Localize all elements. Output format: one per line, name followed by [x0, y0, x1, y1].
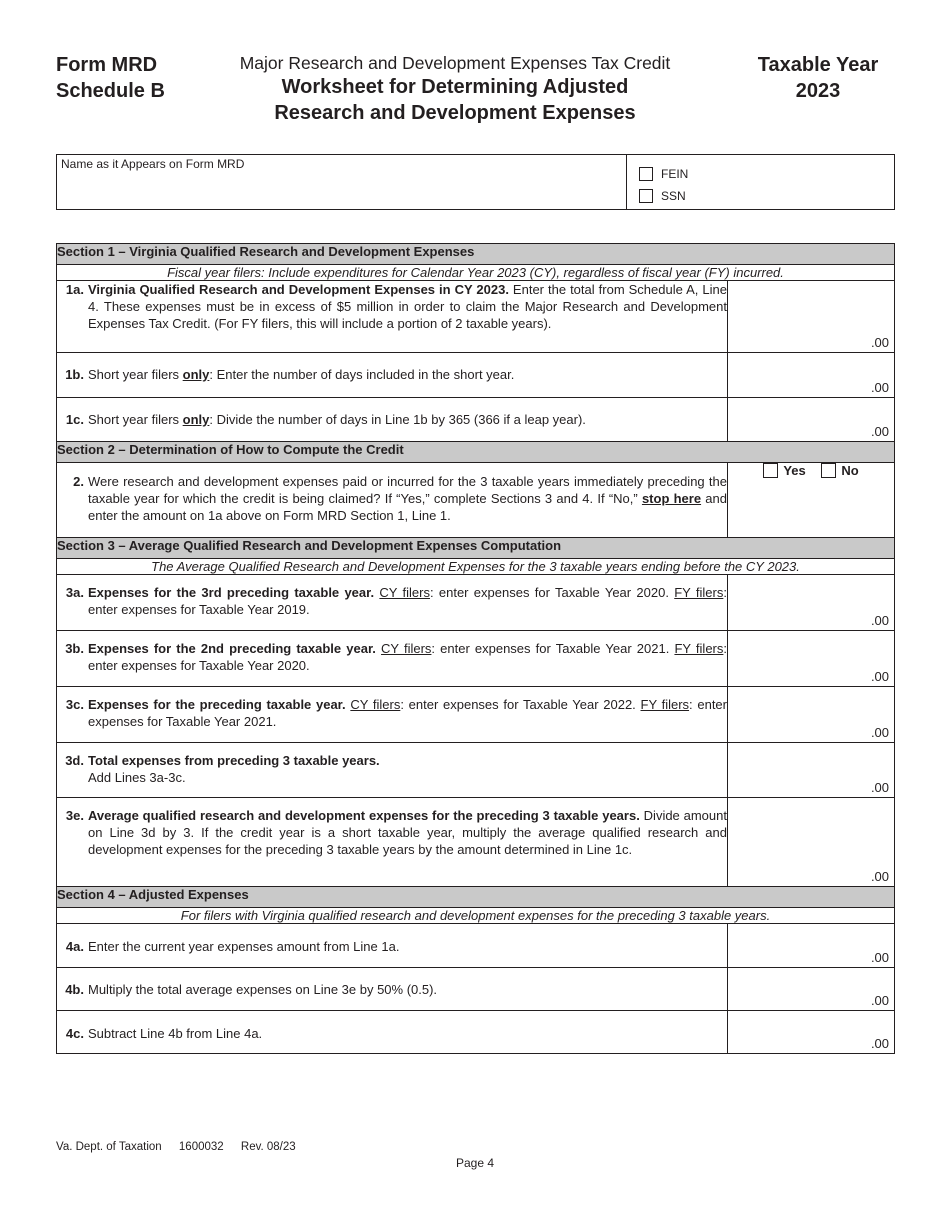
- line-4c-text: Subtract Line 4b from Line 4a.: [88, 1026, 263, 1041]
- line-3b-heading: Expenses for the 2nd preceding taxable year.: [88, 641, 376, 656]
- line-1a-text: Enter the total from Schedule A, Line 4. These expenses must be in excess of $5 million in order to claim the Major Research and Development Expenses Tax Credit. (For FY filers, this will include a portion of 2 taxable years).: [88, 282, 727, 331]
- line-3e-heading: Average qualified research and development expenses for the preceding 3 taxable years.: [88, 808, 640, 823]
- line-1a-amount-field[interactable]: [728, 281, 895, 353]
- line-4a: [57, 924, 728, 968]
- line-3a-fy-label: FY filers: [674, 585, 724, 600]
- form-subtitle: Major Research and Development Expenses Tax Credit: [239, 53, 671, 73]
- line-3a-number: 3a.: [65, 585, 84, 600]
- line-3d-text: Add Lines 3a-3c.: [88, 770, 186, 785]
- line-4c-amount-field[interactable]: [728, 1011, 895, 1054]
- line-3a: [57, 575, 728, 631]
- name-label: Name as it Appears on Form MRD: [61, 157, 245, 171]
- line-3c-heading: Expenses for the preceding taxable year.: [88, 697, 346, 712]
- line-3b-amount-field[interactable]: [728, 631, 895, 687]
- line-4c: [57, 1011, 728, 1054]
- line-3c-fy-text: : enter expenses for Taxable Year 2021.: [88, 697, 727, 729]
- footer-revision: Rev. 08/23: [240, 1141, 296, 1153]
- no-checkbox[interactable]: [821, 463, 836, 478]
- line-1c-emphasis: only: [182, 412, 210, 427]
- line-3e-number: 3e.: [65, 808, 84, 823]
- form-name: Form MRD: [56, 54, 158, 76]
- line-1b-text-post: : Enter the number of days included in the short year.: [209, 367, 515, 382]
- line-3c-cy-label: CY filers: [350, 697, 401, 712]
- fein-option[interactable]: [639, 163, 894, 185]
- section3-title: Section 3 – Average Qualified Research and Development Expenses Computation: [57, 538, 895, 559]
- fein-checkbox[interactable]: [639, 167, 653, 181]
- footer-dept: Va. Dept. of Taxation: [56, 1141, 162, 1153]
- line-3e-text: Divide amount on Line 3d by 3. If the credit year is a short taxable year, multiply the average qualified research and development expenses for the preceding 3 taxable years by the amount determined in Line 1c.: [88, 808, 727, 857]
- line-1c-text-pre: Short year filers: [88, 412, 183, 427]
- form-title-line2: Research and Development Expenses: [274, 102, 636, 124]
- line-4b-number: 4b.: [65, 982, 84, 997]
- line-1b-text-pre: Short year filers: [88, 367, 183, 382]
- section3-note: The Average Qualified Research and Development Expenses for the 3 taxable years ending before the CY 2023.: [57, 559, 895, 575]
- line-3d-cents: .00: [870, 780, 890, 795]
- form-title-block: [210, 52, 700, 126]
- taxable-year-label: Taxable Year: [757, 54, 879, 76]
- line-3c-cents: .00: [870, 725, 890, 740]
- line-1c-cents: .00: [870, 424, 890, 439]
- line-4a-amount-field[interactable]: [728, 924, 895, 968]
- section4-title: Section 4 – Adjusted Expenses: [57, 887, 895, 908]
- section1-note: Fiscal year filers: Include expenditures for Calendar Year 2023 (CY), regardless of fiscal year (FY) incurred.: [57, 265, 895, 281]
- no-label: No: [841, 463, 859, 478]
- line-3a-fy-text: : enter expenses for Taxable Year 2019.: [88, 585, 727, 617]
- line-3d: [57, 743, 728, 798]
- line-1a-number: 1a.: [65, 282, 84, 297]
- line-1c-number: 1c.: [65, 412, 84, 427]
- line-4c-number: 4c.: [65, 1026, 84, 1041]
- line-3b: [57, 631, 728, 687]
- schedule-name: Schedule B: [56, 80, 165, 102]
- line-3e-amount-field[interactable]: [728, 798, 895, 887]
- line-4b: [57, 968, 728, 1011]
- ssn-label: SSN: [661, 189, 686, 203]
- line-3d-heading: Total expenses from preceding 3 taxable years.: [88, 753, 380, 768]
- line-1b-cents: .00: [870, 380, 890, 395]
- line-3a-heading: Expenses for the 3rd preceding taxable year.: [88, 585, 375, 600]
- line-2-number: 2.: [73, 474, 84, 489]
- worksheet-table: [56, 243, 895, 1054]
- line-3d-amount-field[interactable]: [728, 743, 895, 798]
- yes-option[interactable]: [763, 463, 805, 478]
- line-1c: [57, 398, 728, 442]
- line-3b-fy-text: : enter expenses for Taxable Year 2020.: [88, 641, 728, 673]
- line-1c-text-post: : Divide the number of days in Line 1b by 365 (366 if a leap year).: [209, 412, 586, 427]
- line-3c-number: 3c.: [65, 697, 84, 712]
- line-3b-cy-label: CY filers: [381, 641, 432, 656]
- line-2: [57, 463, 728, 538]
- line-4a-cents: .00: [870, 950, 890, 965]
- line-1b-number: 1b.: [65, 367, 84, 382]
- line-3b-cents: .00: [870, 669, 890, 684]
- fein-label: FEIN: [661, 167, 689, 181]
- ssn-checkbox[interactable]: [639, 189, 653, 203]
- line-1a: [57, 281, 728, 353]
- line-4b-text: Multiply the total average expenses on Line 3e by 50% (0.5).: [88, 982, 438, 997]
- no-option[interactable]: [821, 463, 858, 478]
- line-3e-cents: .00: [870, 869, 890, 884]
- yes-label: Yes: [783, 463, 806, 478]
- line-2-emphasis: stop here: [641, 491, 702, 506]
- line-1b: [57, 353, 728, 398]
- line-2-answer: [728, 463, 895, 538]
- line-3c: [57, 687, 728, 743]
- section1-title: Section 1 – Virginia Qualified Research and Development Expenses: [57, 244, 895, 265]
- page-number: Page 4: [455, 1156, 495, 1170]
- line-2-text-post: and enter the amount on 1a above on Form MRD Section 1, Line 1.: [88, 491, 727, 523]
- footer: [56, 1141, 310, 1153]
- ssn-option[interactable]: [639, 185, 894, 207]
- line-3c-cy-text: : enter expenses for Taxable Year 2022.: [400, 697, 636, 712]
- line-4a-text: Enter the current year expenses amount from Line 1a.: [88, 939, 400, 954]
- line-1a-cents: .00: [870, 335, 890, 350]
- line-3c-fy-label: FY filers: [640, 697, 690, 712]
- line-3a-cy-text: : enter expenses for Taxable Year 2020.: [429, 585, 669, 600]
- line-3d-number: 3d.: [65, 753, 84, 768]
- line-3b-number: 3b.: [65, 641, 84, 656]
- section4-note: For filers with Virginia qualified research and development expenses for the preceding 3 taxable years.: [57, 908, 895, 924]
- line-3e: [57, 798, 728, 887]
- line-3b-fy-label: FY filers: [674, 641, 724, 656]
- line-3a-cents: .00: [870, 613, 890, 628]
- line-4c-cents: .00: [870, 1036, 890, 1051]
- line-2-text-pre: Were research and development expenses paid or incurred for the 3 taxable years immediately preceding the taxable year for which the credit is being claimed? If “Yes,” complete Sections 3 and 4. If “No,”: [88, 474, 727, 506]
- footer-form-number: 1600032: [178, 1141, 224, 1153]
- line-4b-cents: .00: [870, 993, 890, 1008]
- id-type-options: [627, 155, 894, 209]
- line-1b-emphasis: only: [182, 367, 210, 382]
- form-id: [56, 52, 165, 104]
- yes-checkbox[interactable]: [763, 463, 778, 478]
- line-4b-amount-field[interactable]: [728, 968, 895, 1011]
- section2-title: Section 2 – Determination of How to Compute the Credit: [57, 442, 895, 463]
- identification-box: [56, 154, 895, 210]
- line-1b-amount-field[interactable]: [728, 353, 895, 398]
- form-title-line1: Worksheet for Determining Adjusted: [281, 76, 629, 98]
- line-3b-cy-text: : enter expenses for Taxable Year 2021.: [431, 641, 670, 656]
- line-1c-amount-field[interactable]: [728, 398, 895, 442]
- line-3c-amount-field[interactable]: [728, 687, 895, 743]
- line-3a-amount-field[interactable]: [728, 575, 895, 631]
- line-1a-heading: Virginia Qualified Research and Development Expenses in CY 2023.: [88, 282, 509, 297]
- taxable-year-block: [738, 52, 898, 104]
- line-4a-number: 4a.: [65, 939, 84, 954]
- taxable-year: 2023: [795, 80, 841, 102]
- name-field[interactable]: [57, 155, 627, 209]
- line-3a-cy-label: CY filers: [379, 585, 430, 600]
